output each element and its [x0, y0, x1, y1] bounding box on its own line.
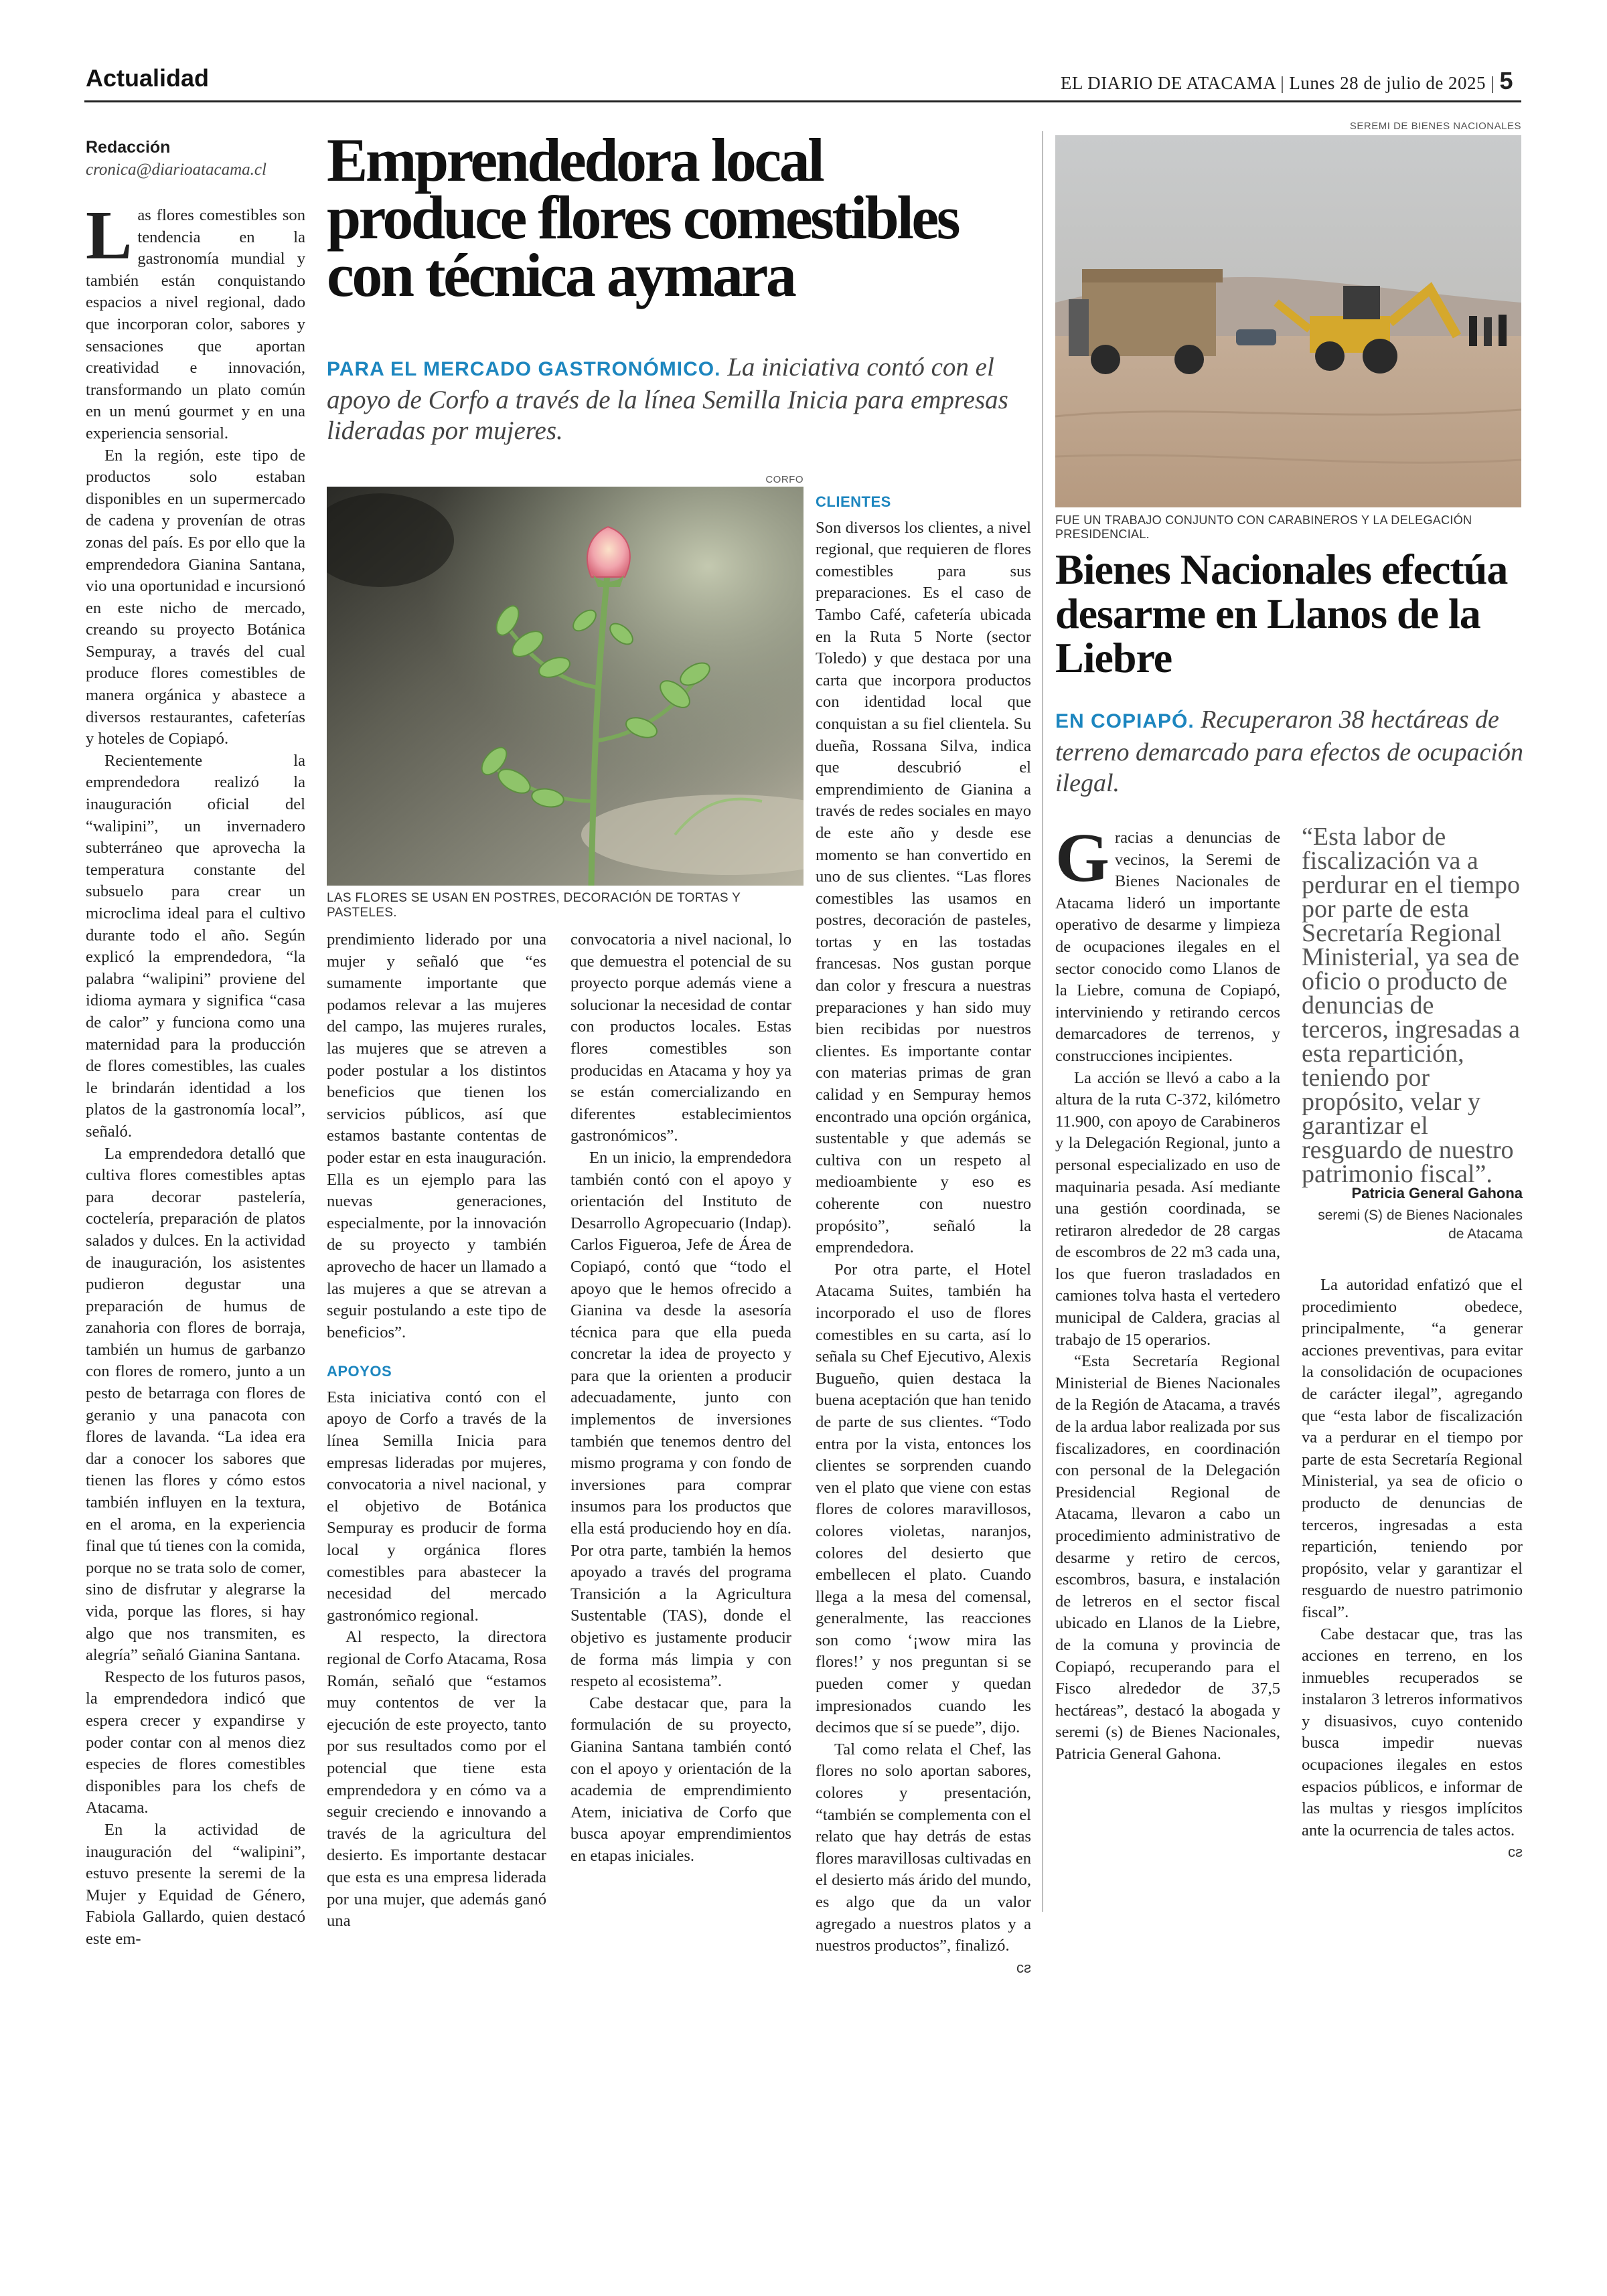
photo-credit-2: SEREMI DE BIENES NACIONALES — [1349, 120, 1521, 132]
story1-column-4 — [816, 491, 1031, 1979]
page-number: 5 — [1499, 67, 1513, 94]
byline-name: Redacción — [86, 138, 171, 157]
main-headline: Emprendedora local produce flores comestibles con técnica aymara — [327, 126, 959, 309]
photo-credit: CORFO — [765, 474, 804, 485]
byline-email: cronica@diarioatacama.cl — [86, 161, 266, 179]
pull-quote-name: Patricia General Gahona — [1351, 1185, 1523, 1202]
paragraph: Cabe destacar que, para la formulación de su proyecto, Gianina Santana también contó con el apoyo y orientación de la academia de emprendimiento Atem, iniciativa de Corfo que busca apoyar emprendimientos en etapas iniciales. — [570, 1694, 791, 1865]
paragraph: Tal como relata el Chef, las flores no solo aportan sabores, colores y presentación, “también se complementa con el relato que hay detrás de estas flores maravillosas cultivadas en el desierto más árido del mundo, es algo que da un valor agregado a nuestros platos y a nuestros productos”, finalizó. — [816, 1740, 1031, 1955]
photo-caption: LAS FLORES SE USAN EN POSTRES, DECORACIÓN DE TORTAS Y PASTELES. — [327, 891, 741, 920]
story1-column-3 — [570, 929, 791, 1868]
second-deck-text: Recuperaron 38 hectáreas de terreno demarcado para efectos de ocupación ilegal. — [1055, 706, 1523, 797]
end-mark-icon: ᴄƨ — [1508, 1843, 1523, 1861]
paragraph: En la región, este tipo de productos solo estaban disponibles en un supermercado de cadena y provenían de otras zonas del país. Es por ello que la emprendedora Gianina Santana, vio una oportunidad e incursionó en este nicho de mercado, creando su proyecto Botánica Sempuray, a través del cual produce flores comestibles de manera orgánica y abastece a diversos restaurantes, cafeterías y hoteles de Copiapó. — [86, 446, 305, 748]
end-mark-icon: ᴄƨ — [1016, 1959, 1031, 1976]
paragraph: Por otra parte, el Hotel Atacama Suites, también ha incorporado el uso de flores comestibles en su carta, así lo señala su Chef Ejecutivo, Alexis Bugueño, quien destaca la buena aceptación que han tenido de parte de sus clientes. “Todo entra por la vista, entonces los clientes se sorprenden cuando ven el plato que viene con estas flores de colores maravillosos, colores violetas, naranjos, colores del desierto que embellecen el plato. Cuando llega a la mesa del comensal, generalmente, las reacciones son como ‘¡wow mira las flores!’ y nos preguntan si se pueden comer y quedan impresionados cuando les decimos que sí se puede”, dijo. — [816, 1260, 1031, 1737]
rose-photo — [327, 487, 804, 886]
paragraph: La emprendedora detalló que cultiva flores comestibles aptas para decorar pastelería, coctelería, preparación de platos salados y dulces. En la actividad de inauguración, los asistentes pudieron degustar una preparación de humus de zanahoria con flores de borraja, también un humus de garbanzo con flores de romero, junto a un pesto de betarraga con flores de geranio y una panacota con flores de lavanda. “La idea era dar a conocer los sabores que tienen las flores y cómo estos también influyen en la textura, en el aroma, en la experiencia final que tú tienes con la comida, porque no se trata solo de comer, sino de disfrutar y alegrarse la vida, porque las flores, si hay algo que nos transmiten, es alegría” señaló Gianina Santana. — [86, 1144, 305, 1665]
paragraph: Las flores comestibles son tendencia en la gastronomía mundial y también están conquistando espacios a nivel regional, dado que incorporan color, sabores y sensaciones que aportan creatividad e innovación, transformando un plato común en un menú gourmet y en una experiencia sensorial. — [86, 197, 305, 442]
subhead-clientes: CLIENTES — [816, 493, 891, 510]
column-divider — [1042, 131, 1043, 1912]
main-kicker: PARA EL MERCADO GASTRONÓMICO. — [327, 358, 721, 380]
second-headline: Bienes Nacionales efectúa desarme en Llanos de la Liebre — [1055, 546, 1508, 681]
story2-column-2 — [1302, 1275, 1523, 1864]
paragraph: Cabe destacar que, tras las acciones en terreno, en los inmuebles recuperados se instalaron 3 letreros informativos y disuasivos, cuyo contenido busca impedir nuevas ocupaciones ilegales en estos espacios públicos, e informar de las multas y riesgos implícitos ante la ocurrencia de tales actos. — [1302, 1625, 1523, 1839]
paragraph: La acción se llevó a cabo a la altura de la ruta C-372, kilómetro 11.900, con apoyo de Carabineros y la Delegación Regional, junto a personal especializado en uso de maquinaria pesada. Así mediante una gestión coordinada, se retiraron alrededor de 28 cargas de escombros de 22 m3 cada una, los que fueron trasladados en camiones tolva hasta el vertedero municipal de Caldera, gracias al trabajo de 15 operarios. — [1055, 1068, 1280, 1349]
story2-column-1 — [1055, 819, 1280, 1766]
site-photo — [1055, 135, 1521, 507]
story1-column-2 — [327, 929, 546, 1933]
paragraph: Esta iniciativa contó con el apoyo de Corfo a través de la línea Semilla Inicia para empresas lideradas por mujeres, convocatoria a nivel nacional, y el objetivo de Botánica Sempuray es producir de forma local y orgánica flores comestibles para abastecer la necesidad del mercado gastronómico regional. — [327, 1388, 546, 1625]
main-deck — [327, 352, 1037, 446]
paragraph: La autoridad enfatizó que el procedimiento obedece, principalmente, “a generar acciones preventivas, para evitar la consolidación de ocupaciones de carácter ilegal”, agregando que “esta labor de fiscalización va a perdurar en el tiempo por parte de esta Secretaría Regional Ministerial, ya sea de oficio o producto de denuncias de terceros, ingresadas a esta repartición, teniendo por propósito, velar y garantizar el resguardo de nuestro patrimonio fiscal”. — [1302, 1276, 1523, 1621]
end-mark-wrap — [816, 1957, 1031, 1979]
end-mark-wrap-2 — [1302, 1841, 1523, 1864]
masthead-text: EL DIARIO DE ATACAMA | Lunes 28 de julio de 2025 | — [1060, 73, 1495, 93]
paragraph: convocatoria a nivel nacional, lo que demuestra el potencial de su proyecto porque además viene a solucionar la necesidad de contar con productos locales. Estas flores comestibles son producidas en Atacama y hoy ya se están comercializando en diferentes establecimientos gastronómicos”. — [570, 930, 791, 1145]
story1-column-1 — [86, 197, 305, 1951]
paragraph: Recientemente la emprendedora realizó la inauguración oficial del “walipini”, un invernadero subterráneo que aprovecha la temperatura constante del subsuelo para crear un microclima ideal para el cultivo durante todo el año. Según explicó la emprendedora, “la palabra “walipini” proviene del idioma aymara y significa “casa de calor” y funciona como una maternidad para la producción de flores comestibles, las cuales le brindarán identidad a los platos de la gastronomía local”, señaló. — [86, 751, 305, 1141]
pull-quote: “Esta labor de fiscalización va a perdurar en el tiempo por parte de esta Secretaría Regional Ministerial, ya sea de oficio o producto de denuncias de terceros, ingresadas a esta repartición, teniendo por propósito, velar y garantizar el resguardo de nuestro patrimonio fiscal”. — [1302, 823, 1521, 1188]
paragraph: En la actividad de inauguración del “walipini”, estuvo presente la seremi de la Mujer y Equidad de Género, Fabiola Gallardo, quien destacó este em- — [86, 1820, 305, 1948]
main-deck-text: La iniciativa contó con el apoyo de Corfo a través de la línea Semilla Inicia para empresas lideradas por mujeres. — [327, 353, 1008, 445]
site-image — [1055, 135, 1521, 507]
rose-image — [327, 487, 804, 886]
paragraph: “Esta Secretaría Regional Ministerial de Bienes Nacionales de la Región de Atacama, a través de la ardua labor realizada por sus fiscalizadores, en coordinación con personal de la Delegación Presidencial Regional de Atacama, llevaron a cabo un procedimiento administrativo de desarme y retiro de cercos, escombros, basura, e instalación de letreros en el sector fiscal ubicado en Llanos de la Liebre, de la comuna y provincia de Copiapó, recuperando para el Fisco alrededor de 37,5 hectáreas”, destacó la abogada y seremi (s) de Bienes Nacionales, Patricia General Gahona. — [1055, 1352, 1280, 1763]
section-label: Actualidad — [86, 64, 210, 92]
paragraph: Son diversos los clientes, a nivel regional, que requieren de flores comestibles para sus preparaciones. Es el caso de Tambo Café, cafetería ubicada en la Ruta 5 Norte (sector Toledo) y que destaca por una carta que incorpora productos con identidad local que conquistan a su fiel clientela. Su dueña, Rossana Silva, indica que descubrió el emprendimiento de Gianina a través de redes sociales en mayo de este año y desde ese momento se han convertido en uno de sus clientes. “Las flores comestibles las usamos en postres, decoración de pasteles, tortas y en las tostadas francesas. Nos gustan porque dan color y frescura a nuestras preparaciones y han sido muy bien recibidas por nuestros clientes. Es importante contar con materias primas de gran calidad y en Sempuray hemos encontrado una opción orgánica, sustentable y que además se cultiva con un respeto al medioambiente y eso es coherente con nuestro propósito”, señaló la emprendedora. — [816, 518, 1031, 1257]
header-rule — [84, 100, 1521, 102]
paragraph: Gracias a denuncias de vecinos, la Seremi de Bienes Nacionales de Atacama lideró un importante operativo de desarme y limpieza de ocupaciones ilegales en el sector conocido como Llanos de la Liebre, comuna de Copiapó, interviniendo y retirando cercos demarcadores de terrenos, y construcciones incipientes. — [1055, 819, 1280, 1065]
masthead — [1061, 67, 1513, 95]
second-deck — [1055, 704, 1524, 799]
pull-quote-role: seremi (S) de Bienes Nacionales de Atacama — [1318, 1208, 1523, 1242]
paragraph: Respecto de los futuros pasos, la emprendedora indicó que espera crecer y expandirse y poder contar con al menos diez especies de flores comestibles disponibles para los chefs de Atacama. — [86, 1667, 305, 1817]
paragraph: Al respecto, la directora regional de Corfo Atacama, Rosa Román, señaló que “estamos muy contentos de ver la ejecución de este proyecto, tanto por sus resultados como por el potencial que tiene esta emprendedora y en cómo va a seguir creciendo e innovando a través de la agricultura del desierto. Es importante destacar que esta es una empresa liderada por una mujer, que además ganó una — [327, 1628, 546, 1931]
photo-caption-2: FUE UN TRABAJO CONJUNTO CON CARABINEROS Y LA DELEGACIÓN PRESIDENCIAL. — [1055, 513, 1472, 541]
subhead-apoyos: APOYOS — [327, 1363, 392, 1380]
paragraph: prendimiento liderado por una mujer y señaló que “es sumamente importante que podamos relevar a las mujeres del campo, las mujeres rurales, las mujeres que se atreven a poder postular a los distintos beneficios que tienen los servicios públicos, así que estamos bastante contentas de poder estar en esta inauguración. Ella es un ejemplo para las nuevas generaciones, especialmente, por la innovación de su proyecto y también aprovecho de hacer un llamado a las mujeres a que se atrevan a seguir postulando a este tipo de beneficios”. — [327, 930, 546, 1341]
paragraph: En un inicio, la emprendedora también contó con el apoyo y orientación del Instituto de Desarrollo Agropecuario (Indap). Carlos Figueroa, Jefe de Área de Copiapó, contó que “todo el apoyo que le hemos ofrecido a Gianina va desde la asesoría técnica para que ella pueda concretar la idea de proyecto y para que la orienten a producir adecuadamente, junto con implementos de inversiones también que tenemos dentro del mismo programa y con fondo de inversiones para comprar insumos para los productos que ella está produciendo hoy en día. Por otra parte, también la hemos apoyado a través del programa Transición a la Agricultura Sustentable (TAS), donde el objetivo es justamente producir de forma más limpia y con respeto al ecosistema”. — [570, 1148, 791, 1691]
second-kicker: EN COPIAPÓ. — [1055, 710, 1195, 732]
